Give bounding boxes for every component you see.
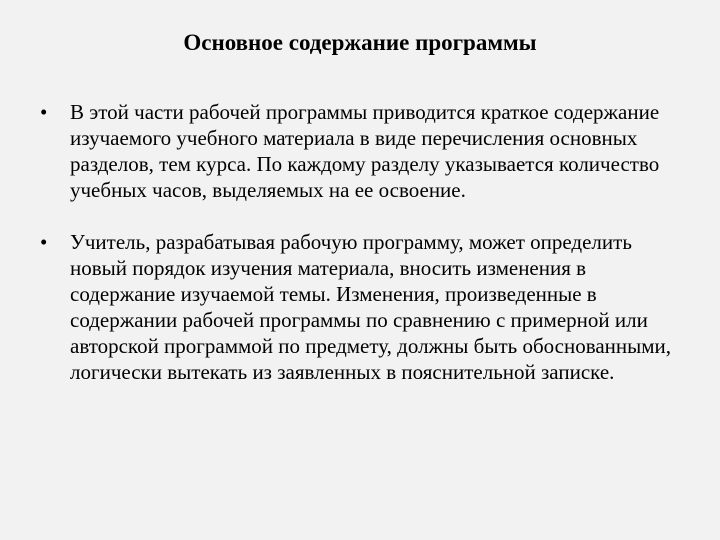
bullet-text: В этой части рабочей программы приводится краткое содержание изучаемого учебного материала в виде перечисления основных разделов, тем курса. По каждому разделу указывается количество учебных часов, выделяемых на ее освоение. xyxy=(70,100,660,202)
bullet-item xyxy=(40,99,690,203)
bullet-text: Учитель, разрабатывая рабочую программу, может определить новый порядок изучения материала, вносить изменения в содержание изучаемой темы. Изменения, произведенные в содержании рабочей программы по сравнению с примерной или авторской программой по предмету, должны быть обоснованными, логически вытекать из заявленных в пояснительной записке. xyxy=(70,230,672,384)
slide-title: Основное содержание программы xyxy=(183,30,537,55)
bullet-item xyxy=(40,229,690,385)
bullet-marker: • xyxy=(40,100,48,124)
bullet-list xyxy=(40,99,690,411)
bullet-marker: • xyxy=(40,230,48,254)
